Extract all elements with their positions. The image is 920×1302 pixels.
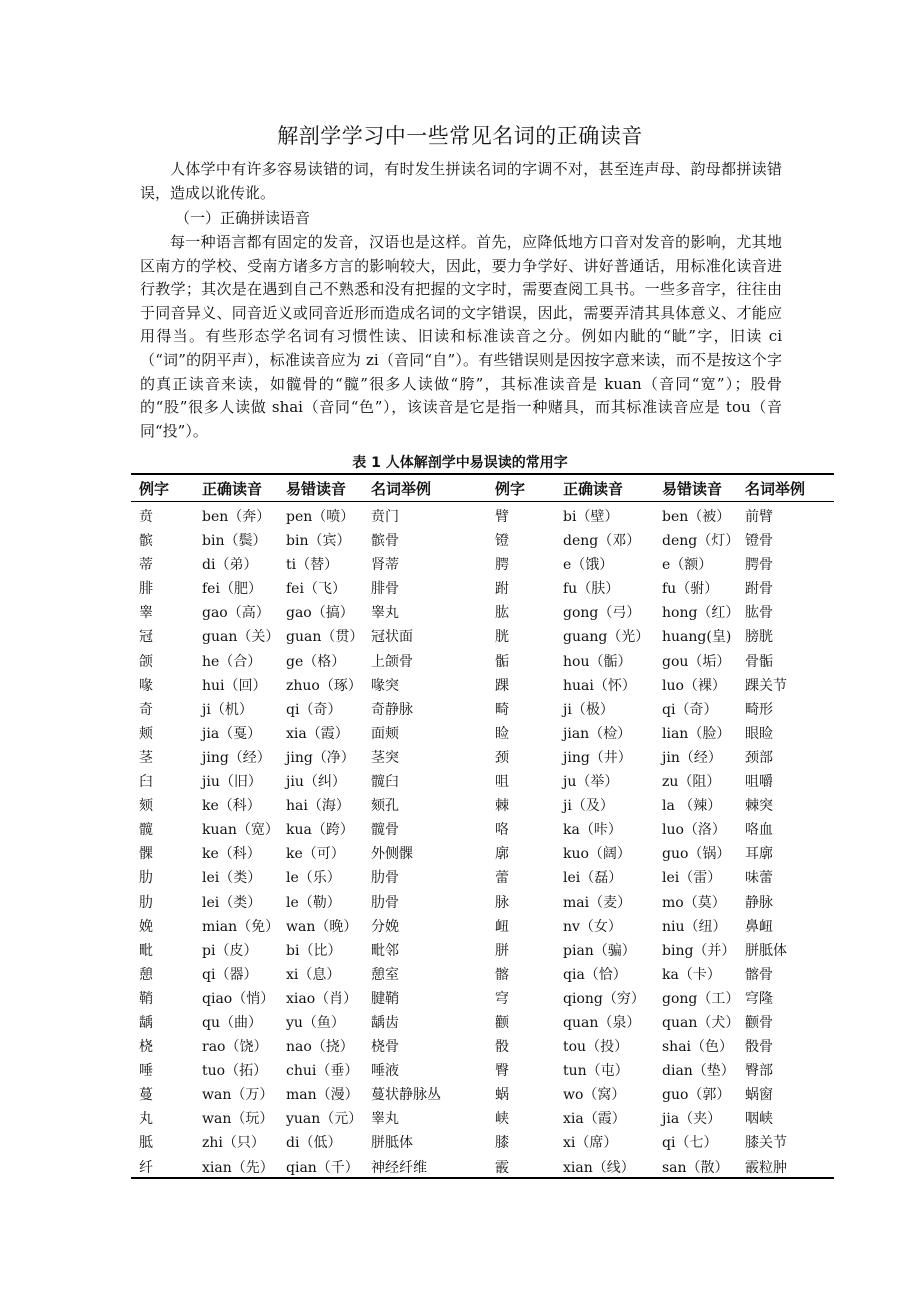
table-cell: zhi（只） xyxy=(202,1135,265,1152)
table-cell: lei（类） xyxy=(202,870,262,887)
table-cell: 髂骨 xyxy=(745,966,773,983)
table-cell: 贲门 xyxy=(371,509,399,525)
table-cell: 丸 xyxy=(139,1111,153,1128)
table-cell: wo（窝） xyxy=(563,1087,626,1104)
table-cell: ben（奔） xyxy=(202,509,271,525)
table-cell: 镫骨 xyxy=(745,533,773,550)
table-row xyxy=(131,1154,834,1178)
table-cell: guo（郭） xyxy=(662,1087,731,1104)
table-cell: 镫 xyxy=(495,533,509,550)
table-cell: bi（壁） xyxy=(563,509,619,525)
table-cell: qia（恰） xyxy=(563,966,627,983)
table-cell: qi（器） xyxy=(202,966,258,983)
table-row xyxy=(131,575,834,599)
table-header xyxy=(131,476,834,500)
table-cell: 喙 xyxy=(139,677,153,694)
table-cell: jiu（纠） xyxy=(286,774,346,791)
table-cell: fu（驸） xyxy=(662,581,719,598)
table-cell: 蜗 xyxy=(495,1087,509,1104)
table-cell: 唾 xyxy=(139,1063,153,1080)
table-cell: bin（宾） xyxy=(286,533,351,550)
table-cell: 腭骨 xyxy=(745,557,773,574)
table-cell: 髁 xyxy=(139,846,153,863)
table-cell: 蜗窗 xyxy=(745,1087,773,1104)
table-cell: 桡 xyxy=(139,1039,153,1056)
table-row xyxy=(131,1009,834,1033)
table-cell: di（低） xyxy=(286,1135,342,1152)
table-cell: kuan（宽） xyxy=(202,822,279,839)
table-cell: ju（举） xyxy=(563,774,619,791)
table-cell: jia（戛） xyxy=(202,725,262,742)
table-cell: e（饿） xyxy=(563,557,614,574)
table-cell: 霰粒肿 xyxy=(745,1159,787,1176)
table-cell: 腓 xyxy=(139,581,153,598)
table-cell: 静脉 xyxy=(745,894,773,911)
table-cell: fei（肥） xyxy=(202,581,262,598)
table-cell: 跗 xyxy=(495,581,509,598)
table-cell: tuo（拓） xyxy=(202,1063,268,1080)
table-cell: 咯 xyxy=(495,822,509,839)
table-cell: 腱鞘 xyxy=(371,990,399,1007)
table-cell: quan（犬） xyxy=(662,1014,740,1031)
table-cell: yu（鱼） xyxy=(286,1014,345,1031)
table-top-rule xyxy=(131,473,834,475)
table-cell: 肋 xyxy=(139,870,153,887)
table-cell: huai（怀） xyxy=(563,677,636,694)
table-row xyxy=(131,1057,834,1081)
table-cell: 衄 xyxy=(495,918,509,935)
table-cell: 茎 xyxy=(139,749,153,766)
table-cell: lian（脸） xyxy=(662,725,731,742)
table-cell: lei（雷） xyxy=(662,870,722,887)
table-cell: bi（比） xyxy=(286,942,342,959)
header-cell: 名词举例 xyxy=(745,480,806,498)
table-cell: 蔓 xyxy=(139,1087,153,1104)
table-row xyxy=(131,599,834,623)
table-cell: 肋骨 xyxy=(371,894,399,911)
table-cell: 骰 xyxy=(495,1039,509,1056)
table-cell: 胼胝体 xyxy=(745,942,787,959)
table-cell: dian（垫） xyxy=(662,1063,735,1080)
table-cell: 贲 xyxy=(139,509,153,525)
table-cell: 鞘 xyxy=(139,990,153,1007)
table-cell: 纤 xyxy=(139,1159,153,1176)
table-cell: kua（跨） xyxy=(286,822,354,839)
table-bottom-rule xyxy=(131,1177,834,1179)
table-cell: chui（垂） xyxy=(286,1063,359,1080)
table-cell: 咀嚼 xyxy=(745,774,773,791)
table-cell: jing（井） xyxy=(563,749,632,766)
table-row xyxy=(131,816,834,840)
table-cell: jing（经） xyxy=(202,749,271,766)
table-row xyxy=(131,696,834,720)
table-cell: wan（万） xyxy=(202,1087,274,1104)
table-cell: 憩室 xyxy=(371,966,399,983)
table-cell: quan（泉） xyxy=(563,1014,641,1031)
section-heading: （一）正确拼读语音 xyxy=(175,209,311,227)
table-cell: fei（飞） xyxy=(286,581,346,598)
table-row xyxy=(131,744,834,768)
table-cell: 外侧髁 xyxy=(371,846,413,863)
table-cell: luo（洛） xyxy=(662,822,726,839)
table-row xyxy=(131,864,834,888)
table-cell: ji（机） xyxy=(202,701,253,718)
table-cell: 臂 xyxy=(495,509,509,525)
table-row xyxy=(131,551,834,575)
table-body xyxy=(131,503,834,1178)
table-cell: fu（肤） xyxy=(563,581,620,598)
table-cell: pi（皮） xyxy=(202,942,258,959)
table-row xyxy=(131,913,834,937)
table-cell: 棘 xyxy=(495,798,509,815)
page-title: 解剖学学习中一些常见名词的正确读音 xyxy=(277,124,643,148)
table-cell: 蒂 xyxy=(139,557,153,574)
table-cell: 颈 xyxy=(495,749,509,766)
table-cell: 臀 xyxy=(495,1063,509,1080)
table-cell: jian（检） xyxy=(563,725,632,742)
table-cell: 憩 xyxy=(139,966,153,983)
table-cell: qi（奇） xyxy=(286,701,342,718)
table-cell: e（额） xyxy=(662,557,713,574)
header-cell: 易错读音 xyxy=(662,480,723,498)
table-cell: ka（咔） xyxy=(563,822,622,839)
intro-paragraph: 人体学中有许多容易读错的词，有时发生拼读名词的字调不对，甚至连声母、韵母都拼读错误，造成以讹传讹。 xyxy=(140,160,782,202)
table-cell: 腭 xyxy=(495,557,509,574)
table-cell: 髋臼 xyxy=(371,774,399,791)
table-cell: kuo（阔） xyxy=(563,846,631,863)
table-cell: yuan（元） xyxy=(286,1111,363,1128)
table-cell: mo（莫） xyxy=(662,894,726,911)
table-cell: 畸 xyxy=(495,701,509,718)
table-cell: 冠 xyxy=(139,629,153,646)
table-cell: guang（光） xyxy=(563,629,650,646)
table-cell: xi（息） xyxy=(286,966,341,983)
table-cell: deng（邓） xyxy=(563,533,641,550)
table-cell: 颧骨 xyxy=(745,1014,773,1031)
table-cell: 髋骨 xyxy=(371,822,399,839)
table-row xyxy=(131,792,834,816)
table-cell: 颏孔 xyxy=(371,798,399,815)
table-cell: huang(皇) xyxy=(662,629,732,646)
table-cell: 睑 xyxy=(495,725,509,742)
table-cell: san（散） xyxy=(662,1159,729,1176)
table-row xyxy=(131,961,834,985)
header-cell: 易错读音 xyxy=(286,480,347,498)
table-cell: 胼 xyxy=(495,942,509,959)
table-cell: 蔓状静脉丛 xyxy=(371,1087,441,1104)
table-cell: 臼 xyxy=(139,774,153,791)
table-cell: mai（麦） xyxy=(563,894,632,911)
table-cell: 髌 xyxy=(139,533,153,550)
table-cell: 膝关节 xyxy=(745,1135,787,1152)
table-header-rule xyxy=(131,501,834,502)
table-cell: jiu（旧） xyxy=(202,774,262,791)
table-cell: 面颊 xyxy=(371,725,399,742)
table-cell: ji（极） xyxy=(563,701,614,718)
table-cell: 胼胝体 xyxy=(371,1135,413,1152)
table-cell: ke（科） xyxy=(202,846,261,863)
table-cell: 唾液 xyxy=(371,1063,399,1080)
table-row xyxy=(131,889,834,913)
table-cell: 奇 xyxy=(139,701,153,718)
table-row xyxy=(131,768,834,792)
table-cell: gou（垢） xyxy=(662,653,731,670)
table-cell: di（弟） xyxy=(202,557,258,574)
table-cell: pian（骗） xyxy=(563,942,636,959)
table-cell: 龋齿 xyxy=(371,1014,399,1031)
table-cell: hui（回） xyxy=(202,677,267,694)
table-cell: gao（高） xyxy=(202,605,270,622)
table-cell: 髋 xyxy=(139,822,153,839)
table-row xyxy=(131,720,834,744)
table-cell: xia（霞） xyxy=(286,725,349,742)
table-cell: 冠状面 xyxy=(371,629,413,646)
table-cell: ji（及） xyxy=(563,798,614,815)
table-row xyxy=(131,623,834,647)
table-cell: xian（先） xyxy=(202,1159,274,1176)
table-cell: nao（挠） xyxy=(286,1039,354,1056)
header-cell: 例字 xyxy=(139,480,170,498)
table-cell: deng（灯） xyxy=(662,533,740,550)
table-cell: 踝 xyxy=(495,677,509,694)
table-cell: 蕾 xyxy=(495,870,509,887)
table-cell: lei（磊） xyxy=(563,870,623,887)
table-row xyxy=(131,1105,834,1129)
table-cell: 膝 xyxy=(495,1135,509,1152)
table-cell: 咯血 xyxy=(745,822,773,839)
table-cell: jia（夹） xyxy=(662,1111,722,1128)
table-cell: 喙突 xyxy=(371,677,399,694)
table-cell: mian（免） xyxy=(202,918,280,935)
table-cell: 臀部 xyxy=(745,1063,773,1080)
table-cell: wan（玩） xyxy=(202,1111,274,1128)
table-cell: xian（线） xyxy=(563,1159,635,1176)
table-cell: qian（千） xyxy=(286,1159,359,1176)
table-cell: wan（晚） xyxy=(286,918,358,935)
table-cell: gong（弓） xyxy=(563,605,641,622)
table-cell: xiao（肖） xyxy=(286,990,358,1007)
header-cell: 正确读音 xyxy=(563,480,624,498)
table-cell: 颏 xyxy=(139,798,153,815)
table-cell: hong（红） xyxy=(662,605,740,622)
table-row xyxy=(131,648,834,672)
table-cell: gao（搞） xyxy=(286,605,354,622)
table-cell: 前臂 xyxy=(745,509,773,525)
table-cell: 髂 xyxy=(495,966,509,983)
table-cell: 肋骨 xyxy=(371,870,399,887)
table-row xyxy=(131,503,834,527)
table-row xyxy=(131,527,834,551)
table-cell: 腓骨 xyxy=(371,581,399,598)
table-cell: 睾丸 xyxy=(371,605,399,622)
header-cell: 例字 xyxy=(495,480,526,498)
table-cell: 睾 xyxy=(139,605,153,622)
table-cell: zhuo（琢） xyxy=(286,677,362,694)
table-cell: 肱 xyxy=(495,605,509,622)
table-cell: 霰 xyxy=(495,1159,509,1176)
table-cell: guo（锅） xyxy=(662,846,731,863)
table-row xyxy=(131,1129,834,1153)
table-row xyxy=(131,672,834,696)
table-cell: qiao（悄） xyxy=(202,990,275,1007)
body-paragraph: 每一种语言都有固定的发音，汉语也是这样。首先，应降低地方口音对发音的影响，尤其地区南方的学校、受南方诸多方言的影响较大，因此，要力争学好、讲好普通话，用标准化读音进行教学；其次是在遇到自己不熟悉和没有把握的文字时，需要查阅工具书。一些多音字，往往由于同音异义、同音近义或同音近形而造成名词的文字错误，因此，需要弄清其具体意义、才能应用得当。有些形态学名词有习惯性读、旧读和标准读音之分。例如内眦的“眦”字，旧读 ci（“词”的阴平声），标准读音应为 zi（音同“自”）。有些错误则是因按字意来读，而不是按这个字的真正读音来读，如髋骨的“髋”很多人读做“胯”，其标准读音是 kuan（音同“宽”）；股骨的“股”很多人读做 shai（音同“色”），该读音是它是指一种赌具，而其标准读音应是 tou（音同“投”）。 xyxy=(140,233,782,440)
table-cell: jing（净） xyxy=(286,749,355,766)
table-cell: xia（霞） xyxy=(563,1111,626,1128)
table-cell: 廓 xyxy=(495,846,509,863)
table-cell: 龋 xyxy=(139,1014,153,1031)
table-cell: ge（格） xyxy=(286,653,346,670)
table-cell: tun（屯） xyxy=(563,1063,629,1080)
table-cell: 耳廓 xyxy=(745,846,773,863)
table-cell: zu（阻） xyxy=(662,774,721,791)
table-cell: xi（席） xyxy=(563,1135,618,1152)
table-cell: qiong（穷） xyxy=(563,990,645,1007)
table-cell: 毗邻 xyxy=(371,942,399,959)
table-cell: 颈部 xyxy=(745,749,773,766)
table-row xyxy=(131,840,834,864)
table-cell: 鼻衄 xyxy=(745,918,773,935)
table-cell: he（合） xyxy=(202,653,262,670)
table-cell: 娩 xyxy=(139,918,153,935)
table-cell: qi（七） xyxy=(662,1135,718,1152)
table-row xyxy=(131,985,834,1009)
table-cell: luo（裸） xyxy=(662,677,726,694)
table-cell: niu（纽） xyxy=(662,918,727,935)
table-cell: bin（鬓） xyxy=(202,533,267,550)
table-cell: hou（骺） xyxy=(563,653,632,670)
table-cell: guan（关） xyxy=(202,629,280,646)
table-cell: hai（海） xyxy=(286,798,350,815)
table-cell: ke（科） xyxy=(202,798,261,815)
table-cell: 桡骨 xyxy=(371,1039,399,1056)
table-cell: 骰骨 xyxy=(745,1039,773,1056)
table-cell: 胱 xyxy=(495,629,509,646)
table-caption: 表 1 人体解剖学中易误读的常用字 xyxy=(352,455,568,471)
table-cell: tou（投） xyxy=(563,1039,629,1056)
table-cell: gong（工） xyxy=(662,990,740,1007)
table-cell: lei（类） xyxy=(202,894,262,911)
table-cell: 毗 xyxy=(139,942,153,959)
table-cell: 骺 xyxy=(495,653,509,670)
table-cell: 穹 xyxy=(495,990,509,1007)
table-cell: 髌骨 xyxy=(371,533,399,550)
table-cell: 茎突 xyxy=(371,749,399,766)
table-cell: 奇静脉 xyxy=(371,701,413,718)
table-cell: 颧 xyxy=(495,1014,509,1031)
table-cell: 分娩 xyxy=(371,918,399,935)
table-cell: 胝 xyxy=(139,1135,153,1152)
table-cell: 上颌骨 xyxy=(371,653,413,670)
table-cell: 脉 xyxy=(495,894,509,911)
table-cell: guan（贯） xyxy=(286,629,364,646)
table-cell: rao（饶） xyxy=(202,1039,268,1056)
table-cell: pen（喷） xyxy=(286,509,355,525)
table-row xyxy=(131,937,834,961)
table-cell: 味蕾 xyxy=(745,870,773,887)
table-cell: ti（替） xyxy=(286,557,339,574)
table-cell: bing（并） xyxy=(662,942,736,959)
table-cell: la （辣） xyxy=(662,798,722,815)
table-cell: 颌 xyxy=(139,653,153,670)
table-cell: 咀 xyxy=(495,774,509,791)
table-cell: man（漫） xyxy=(286,1087,359,1104)
table-cell: 峡 xyxy=(495,1111,509,1128)
table-cell: 畸形 xyxy=(745,701,773,718)
table-cell: 穹隆 xyxy=(745,990,773,1007)
table-cell: ke（可） xyxy=(286,846,345,863)
table-cell: le（乐） xyxy=(286,870,341,887)
header-cell: 正确读音 xyxy=(202,480,263,498)
table-cell: 眼睑 xyxy=(745,725,773,742)
table-row xyxy=(131,1081,834,1105)
table-cell: 膀胱 xyxy=(745,629,773,646)
table-cell: 肾蒂 xyxy=(371,557,399,574)
header-cell: 名词举例 xyxy=(371,480,432,498)
table-cell: 睾丸 xyxy=(371,1111,399,1128)
table-cell: ka（卡） xyxy=(662,966,721,983)
table-cell: 跗骨 xyxy=(745,581,773,598)
table-cell: 肋 xyxy=(139,894,153,911)
table-cell: le（勒） xyxy=(286,894,341,911)
table-cell: 咽峡 xyxy=(745,1111,773,1128)
table-cell: nv（女） xyxy=(563,918,622,935)
table-row xyxy=(131,1033,834,1057)
table-cell: 肱骨 xyxy=(745,605,773,622)
table-cell: 骨骺 xyxy=(745,653,773,670)
table-cell: jin（经） xyxy=(662,749,722,766)
table-cell: ben（被） xyxy=(662,509,731,525)
table-cell: qi（奇） xyxy=(662,701,718,718)
table-cell: qu（曲） xyxy=(202,1014,262,1031)
table-cell: shai（色） xyxy=(662,1039,734,1056)
table-cell: 踝关节 xyxy=(745,677,787,694)
table-cell: 颊 xyxy=(139,725,153,742)
table-cell: 神经纤维 xyxy=(371,1159,427,1176)
table-cell: 棘突 xyxy=(745,798,773,815)
